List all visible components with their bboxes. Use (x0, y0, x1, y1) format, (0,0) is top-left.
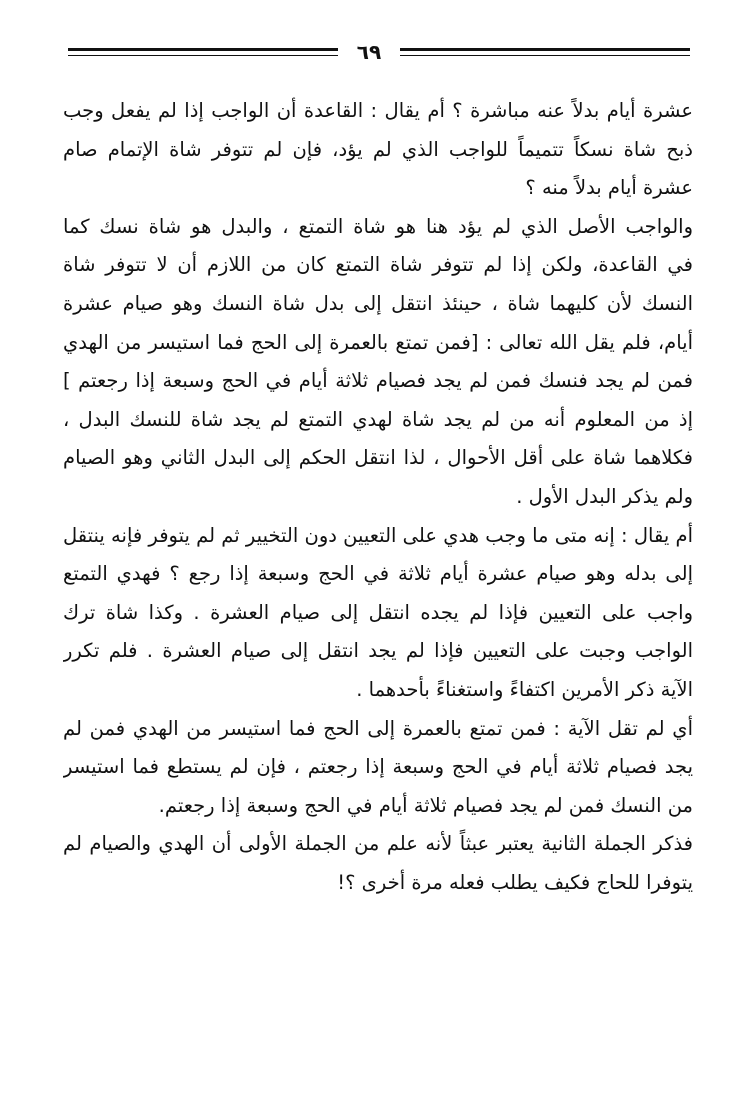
text-line: إلى بدله وهو صيام عشرة أيام ثلاثة في الحج وسبعة إذا رجع ؟ فهدي التمتع (63, 562, 693, 586)
header-rule-left (68, 48, 338, 56)
text-line: ولم يذكر البدل الأول . (516, 484, 693, 508)
text-line: يجد فصيام ثلاثة أيام في الحج وسبعة إذا رجعتم ، فإن لم يستطع فما استيسر (63, 755, 693, 779)
text-line: أم يقال : إنه متى ما وجب هدي على التعيين دون التخيير ثم لم يتوفر فإنه ينتقل (63, 523, 693, 547)
text-line: والواجب الأصل الذي لم يؤد هنا هو شاة التمتع ، والبدل هو شاة نسك كما (63, 214, 693, 238)
text-line: فكلاهما شاة على أقل الأحوال ، لذا انتقل الحكم إلى البدل الثاني وهو الصيام (63, 446, 693, 470)
text-line: عشرة أيام بدلاً منه ؟ (525, 176, 693, 200)
text-line: في القاعدة، ولكن إذا لم تتوفر شاة التمتع كان من اللازم أن لا تتوفر شاة (63, 253, 693, 277)
text-line: عشرة أيام بدلاً عنه مباشرة ؟ أم يقال : القاعدة أن الواجب إذا لم يفعل وجب (63, 99, 693, 122)
text-line: أي لم تقل الآية : فمن تمتع بالعمرة إلى الحج فما استيسر من الهدي فمن لم (63, 716, 693, 740)
text-line: واجب على التعيين فإذا لم يجده انتقل إلى صيام العشرة . وكذا شاة ترك (63, 600, 693, 624)
header-rule-right (400, 48, 690, 56)
body-text (63, 92, 693, 902)
page-number: ٦٩ (356, 40, 382, 64)
text-line: فذكر الجملة الثانية يعتبر عبثاً لأنه علم من الجملة الأولى أن الهدي والصيام لم (63, 832, 693, 856)
text-line: ذبح شاة نسكاً تتميماً للواجب الذي لم يؤد، فإن لم تتوفر شاة الإتمام صام (63, 137, 693, 161)
page-header (68, 40, 690, 66)
text-line: النسك لأن كليهما شاة ، حينئذ انتقل إلى بدل شاة النسك وهو صيام عشرة (63, 291, 693, 315)
text-line: يتوفرا للحاج فكيف يطلب فعله مرة أخرى ؟! (337, 870, 693, 894)
text-line: أيام، فلم يقل الله تعالى : [فمن تمتع بالعمرة إلى الحج فما استيسر من الهدي (63, 330, 693, 354)
text-line: الآية ذكر الأمرين اكتفاءً واستغناءً بأحدهما . (356, 677, 693, 701)
text-line: إذ من المعلوم أنه من لم يجد شاة لهدي التمتع لم يجد شاة للنسك البدل ، (63, 407, 693, 431)
text-line: فمن لم يجد فنسك فمن لم يجد فصيام ثلاثة أيام في الحج وسبعة إذا رجعتم ] (63, 369, 693, 393)
text-line: من النسك فمن لم يجد فصيام ثلاثة أيام في الحج وسبعة إذا رجعتم. (158, 793, 693, 817)
text-line: الواجب وجبت على التعيين فإذا لم يجد انتقل إلى صيام العشرة . فلم تكرر (63, 639, 693, 663)
